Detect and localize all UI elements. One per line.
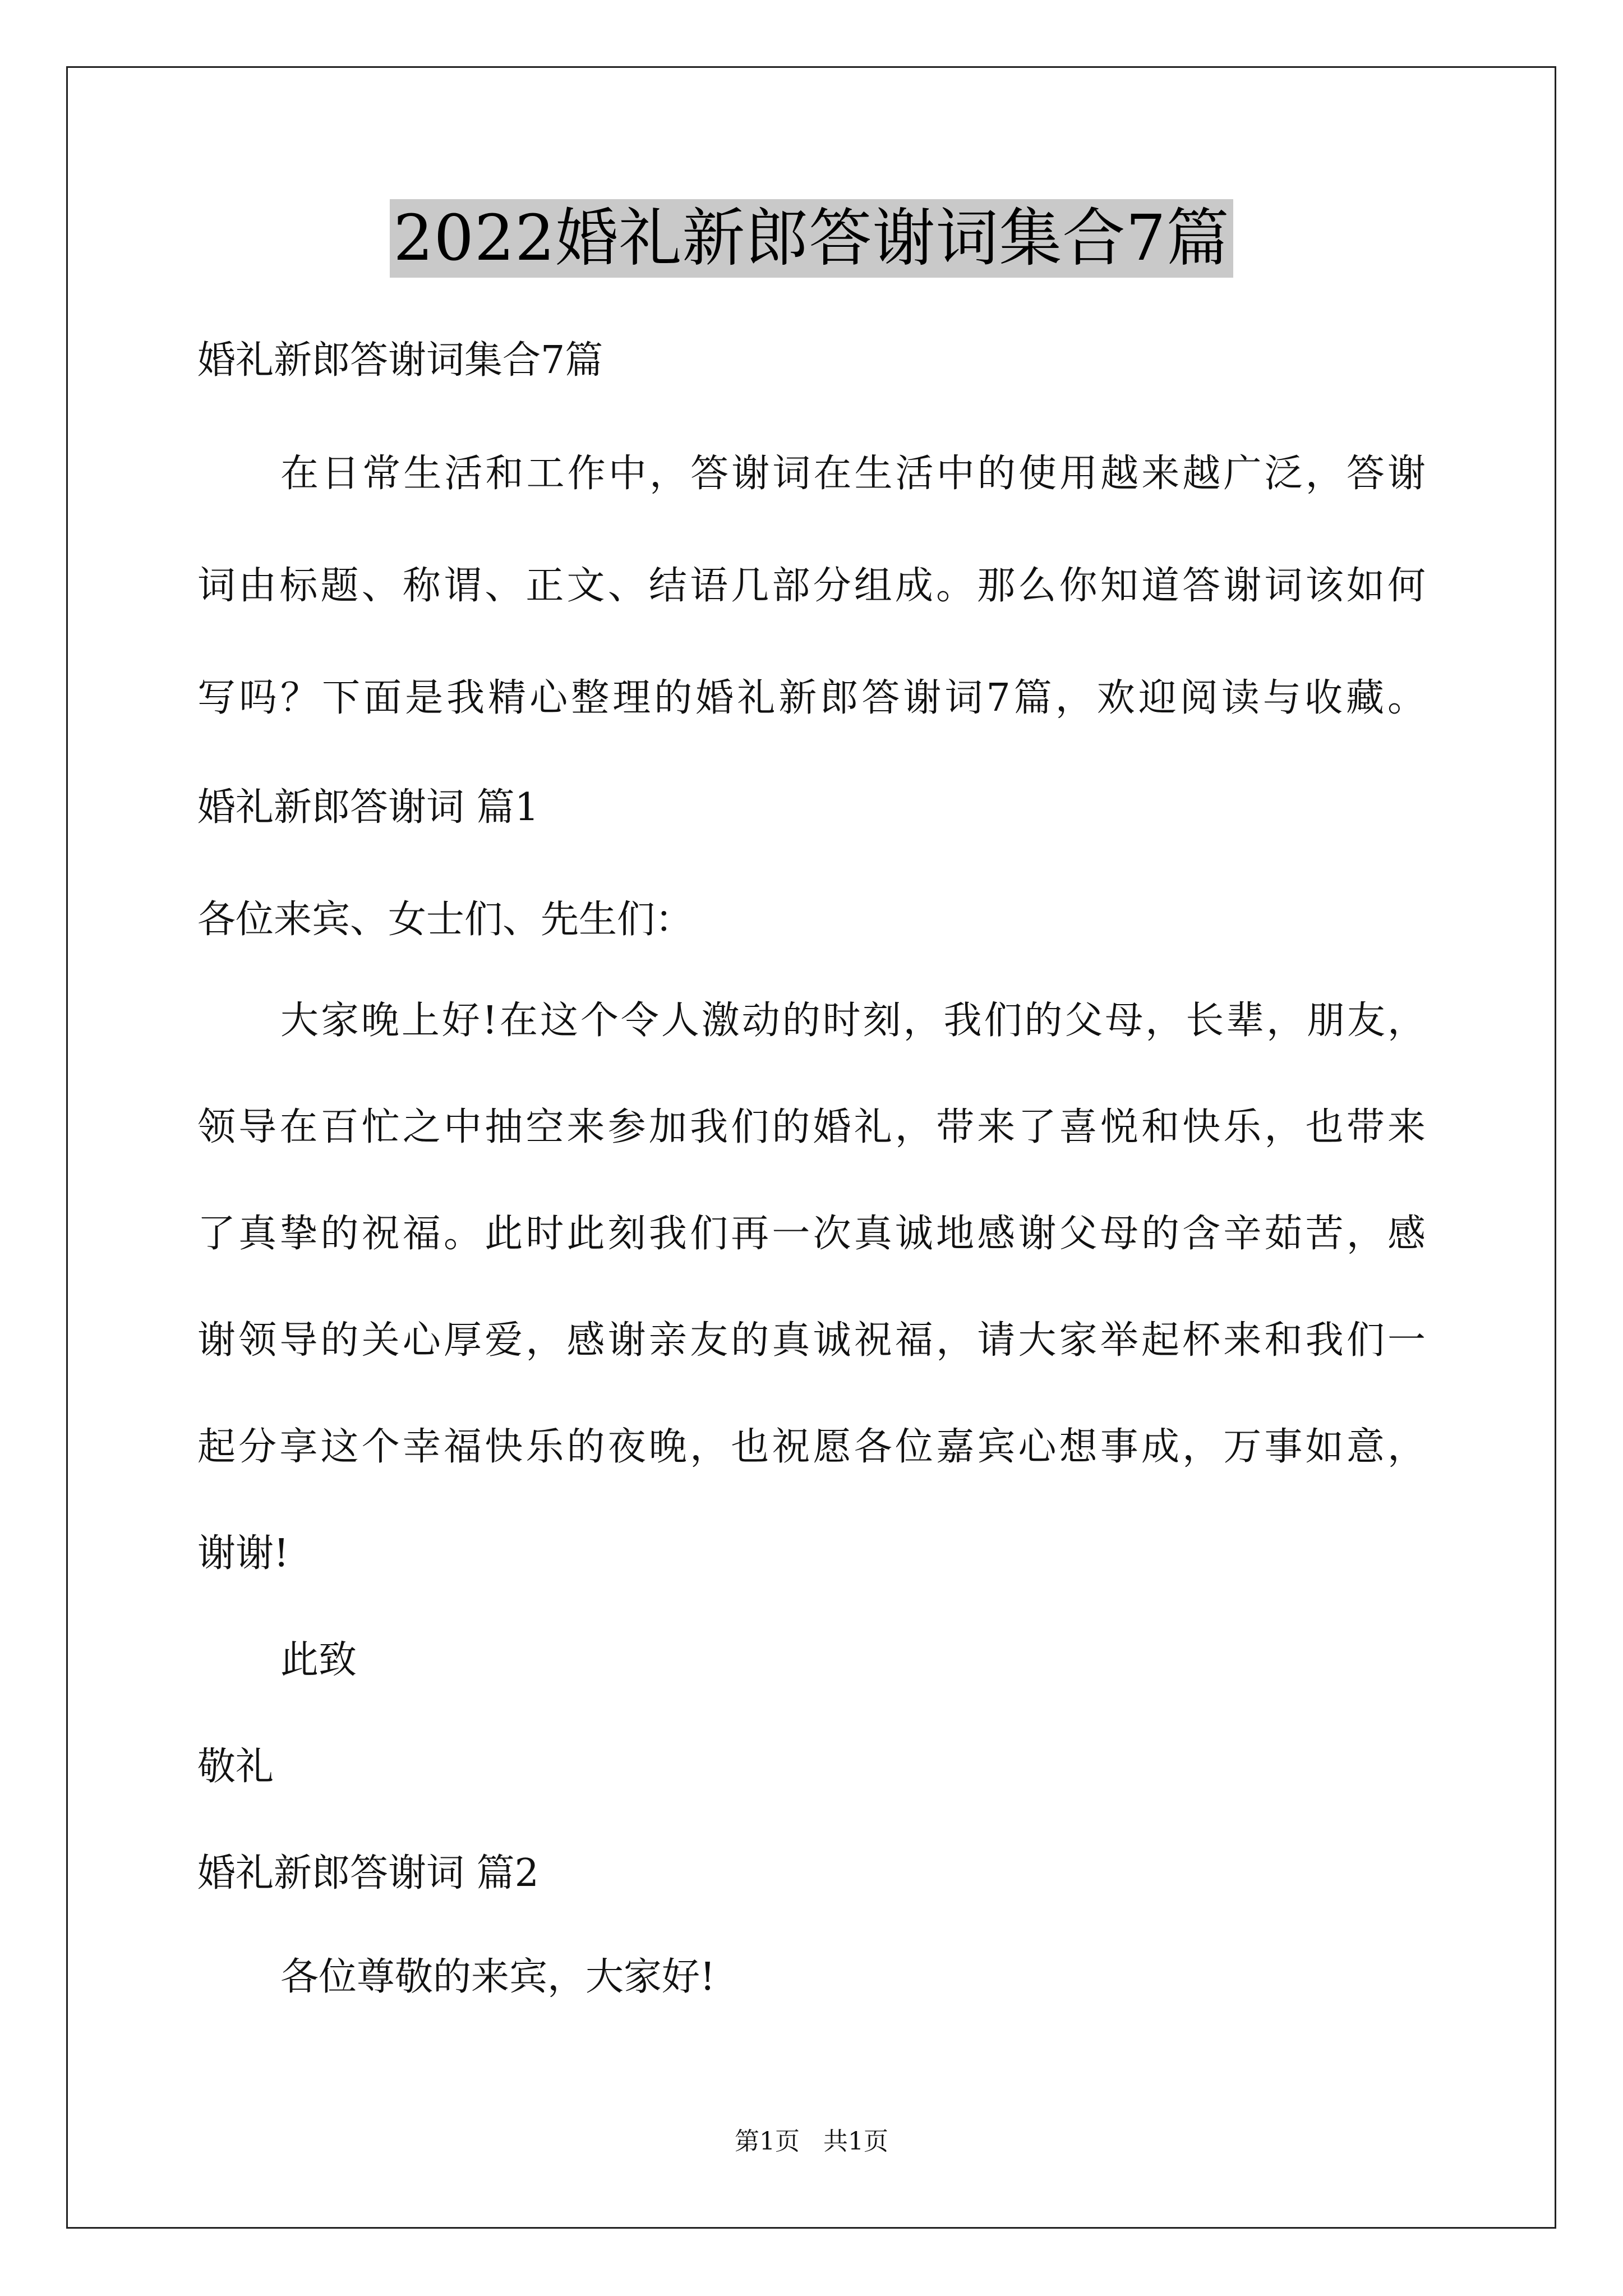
speech-paragraph-line-5: 起分享这个幸福快乐的夜晚，也祝愿各位嘉宾心想事成，万事如意， [197,1425,1426,1469]
document-title: 2022婚礼新郎答谢词集合7篇 [390,199,1233,278]
speech-paragraph-line-6: 谢谢! [197,1531,289,1576]
speech-paragraph-line-4: 谢领导的关心厚爱，感谢亲友的真诚祝福，请大家举起杯来和我们一 [197,1318,1426,1363]
intro-paragraph-line-1: 在日常生活和工作中，答谢词在生活中的使用越来越广泛，答谢 [280,452,1426,496]
salutation-line: 各位来宾、女士们、先生们： [197,898,694,942]
page-footer: 第1页 共1页 [735,2127,888,2156]
closing-line-1: 此致 [280,1638,357,1682]
subtitle-line: 婚礼新郎答谢词集合7篇 [197,338,603,383]
section-heading-1: 婚礼新郎答谢词 篇1 [197,785,539,830]
intro-paragraph-line-3: 写吗？下面是我精心整理的婚礼新郎答谢词7篇，欢迎阅读与收藏。 [197,676,1426,720]
speech-paragraph-line-2: 领导在百忙之中抽空来参加我们的婚礼，带来了喜悦和快乐，也带来 [197,1105,1426,1149]
speech-paragraph-line-3: 了真挚的祝福。此时此刻我们再一次真诚地感谢父母的含辛茹苦，感 [197,1212,1426,1256]
closing-line-2: 敬礼 [197,1745,274,1789]
title-container [0,199,1623,278]
intro-paragraph-line-2: 词由标题、称谓、正文、结语几部分组成。那么你知道答谢词该如何 [197,564,1426,608]
section-heading-2: 婚礼新郎答谢词 篇2 [197,1851,539,1895]
speech-2-opening-line: 各位尊敬的来宾，大家好! [280,1955,716,1999]
speech-paragraph-line-1: 大家晚上好!在这个令人激动的时刻，我们的父母，长辈，朋友， [280,999,1426,1043]
